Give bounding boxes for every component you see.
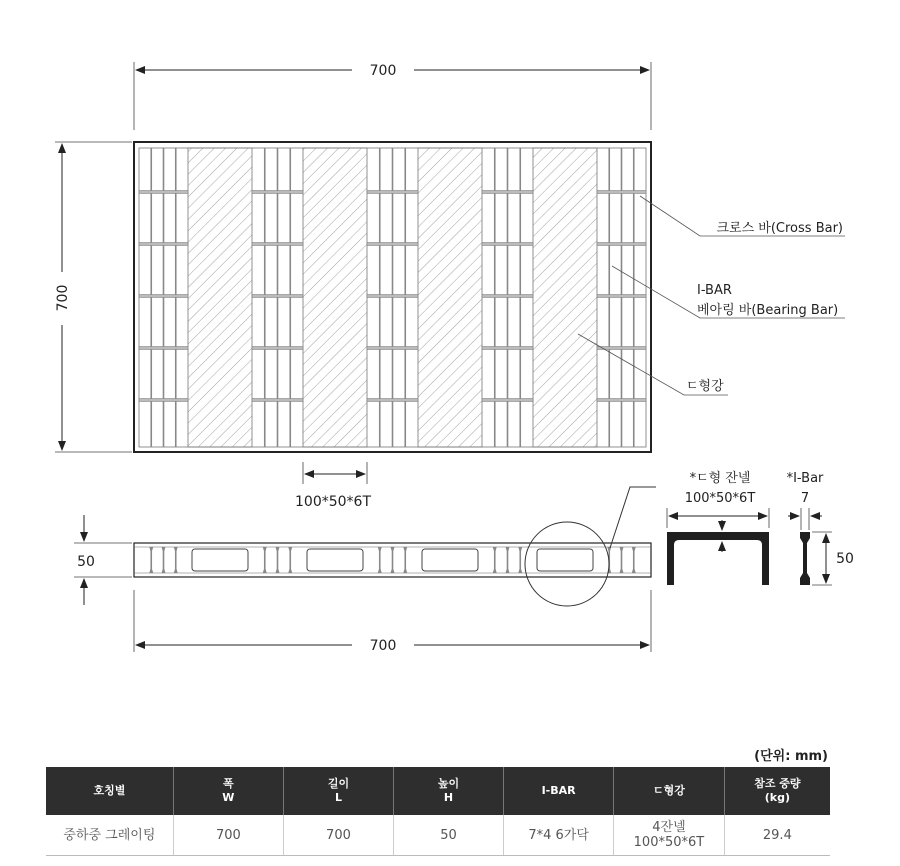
- ibar-callout-line2: 베아링 바(Bearing Bar): [697, 303, 839, 318]
- channel-spacing-label: 100*50*6T: [295, 494, 371, 510]
- table-cell: 7*4 6가닥: [504, 815, 614, 856]
- table-header-row: [46, 767, 830, 815]
- channel-strip: [418, 148, 482, 447]
- cross-bar: [597, 243, 646, 246]
- table-header-cell: 폭 W: [173, 767, 283, 815]
- spec-table: [46, 767, 830, 856]
- ibar-detail-thickness: 7: [800, 491, 810, 506]
- table-header-cell: ㄷ형강: [614, 767, 725, 815]
- cross-bar: [139, 243, 188, 246]
- cross-bar: [367, 191, 418, 194]
- cross-bar-callout: 크로스 바(Cross Bar): [716, 221, 843, 236]
- channel-detail-size: 100*50*6T: [684, 491, 756, 506]
- top-width-dimension: [134, 62, 651, 130]
- cross-bar: [482, 399, 533, 402]
- cross-bar: [482, 347, 533, 350]
- cross-bar: [252, 347, 303, 350]
- table-cell: 29.4: [724, 815, 830, 856]
- table-header-cell: 참조 중량 (kg): [724, 767, 830, 815]
- left-height-dimension: [55, 142, 132, 452]
- cross-bar: [597, 399, 646, 402]
- cross-bar: [367, 399, 418, 402]
- channel-callout: ㄷ형강: [686, 379, 724, 394]
- cross-bar: [367, 295, 418, 298]
- table-header-cell: 길이 L: [283, 767, 393, 815]
- cross-bar: [367, 243, 418, 246]
- ibar-detail-height: 50: [836, 551, 854, 567]
- channel-detail: [667, 470, 769, 585]
- table-cell: 중하중 그레이팅: [46, 815, 173, 856]
- table-cell: 50: [394, 815, 504, 856]
- section-height-label: 50: [77, 554, 95, 570]
- section-view: [134, 487, 656, 606]
- bottom-width-label: 700: [369, 638, 397, 654]
- ibar-detail-title: *I-Bar: [786, 471, 824, 486]
- channel-strip: [533, 148, 597, 447]
- cross-bar: [252, 243, 303, 246]
- table-cell: 700: [283, 815, 393, 856]
- ibar-detail: [787, 471, 854, 585]
- channel-spacing-dimension: [295, 462, 371, 510]
- top-width-label: 700: [369, 63, 397, 79]
- cross-bar: [139, 399, 188, 402]
- cross-bar: [252, 399, 303, 402]
- unit-label: (단위: mm): [754, 749, 828, 764]
- cross-bar: [139, 191, 188, 194]
- cross-bar: [597, 191, 646, 194]
- cross-bar: [482, 243, 533, 246]
- channel-detail-title: *ㄷ형 잔넬: [689, 471, 751, 486]
- table-cell: 700: [173, 815, 283, 856]
- table-row: [46, 815, 830, 856]
- cross-bar: [482, 295, 533, 298]
- table-header-cell: 호칭별: [46, 767, 173, 815]
- cross-bar: [139, 347, 188, 350]
- cross-bar: [139, 295, 188, 298]
- section-height-dimension: [74, 515, 132, 605]
- table-header-cell: 높이 H: [394, 767, 504, 815]
- channel-strip: [303, 148, 367, 447]
- channel-profile: [667, 532, 769, 585]
- left-height-label: 700: [55, 284, 71, 312]
- channel-strip: [188, 148, 252, 447]
- ibar-profile: [800, 532, 810, 585]
- table-cell: 4잔넬 100*50*6T: [614, 815, 725, 856]
- cross-bar: [252, 191, 303, 194]
- cross-bar: [252, 295, 303, 298]
- bottom-width-dimension: [134, 590, 651, 654]
- table-header-cell: I-BAR: [504, 767, 614, 815]
- cross-bar: [482, 191, 533, 194]
- plan-view: [134, 142, 651, 452]
- cross-bar: [367, 347, 418, 350]
- ibar-callout-line1: I-BAR: [697, 283, 732, 298]
- cross-bar: [597, 295, 646, 298]
